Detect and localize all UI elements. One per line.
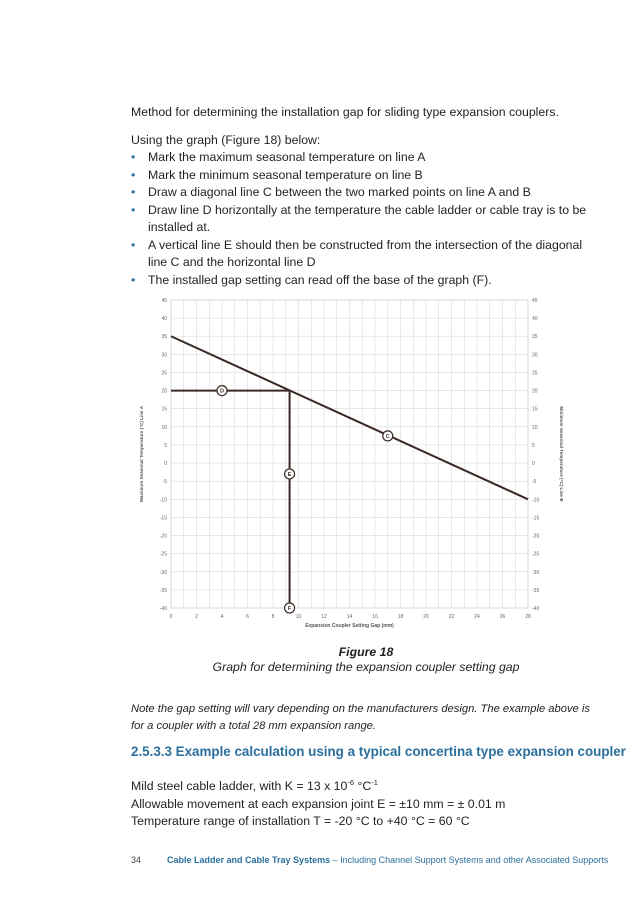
x-tick-label: 26 [499, 614, 506, 620]
graph-instructions-lead: Using the graph (Figure 18) below: [131, 133, 321, 147]
calc-line-k: Mild steel cable ladder, with K = 13 x $10^{-6}$ $^\circ C^{-1}$ [131, 778, 378, 794]
y-tick-label: 25 [161, 370, 167, 377]
y-tick-label: 30 [532, 352, 538, 359]
x-tick-label: 10 [295, 614, 302, 620]
marker-label: F [287, 606, 292, 612]
bullet-icon: • [131, 185, 136, 199]
calc-line-movement: Allowable movement at each expansion joint E = ±10 mm = ± 0.01 m [131, 796, 506, 811]
list-item: • Draw line D horizontally at the temperature the cable ladder or cable tray is to be installed at. [131, 202, 587, 234]
x-tick-label: 22 [448, 614, 455, 620]
y-tick-label: 35 [161, 334, 167, 341]
y-tick-label: 40 [161, 316, 167, 323]
y-tick-label: -25 [532, 551, 540, 558]
marker-label: E [287, 471, 292, 478]
list-item: • Mark the maximum seasonal temperature on line A [131, 149, 601, 167]
y-tick-label: -35 [159, 587, 167, 594]
list-item: • Draw a diagonal line C between the two marked points on line A and B [131, 184, 601, 202]
x-tick-label: 24 [474, 614, 480, 620]
marker-label: C [385, 433, 390, 440]
x-tick-label: 12 [321, 614, 327, 620]
figure-title: Figure 18 [338, 645, 394, 659]
y-tick-label: 0 [532, 461, 535, 468]
intro-text: Method for determining the installation gap for sliding type expansion couplers. [131, 105, 559, 119]
y-tick-label: 35 [532, 334, 538, 341]
y-tick-label: 25 [532, 370, 538, 377]
y-tick-label: -15 [532, 515, 540, 522]
expansion-gap-graph [131, 290, 601, 635]
y-tick-label: -5 [532, 479, 537, 486]
footer-subtitle: – Including Channel Support Systems and other Associated Supports [330, 855, 609, 865]
bullet-icon: • [131, 202, 136, 217]
y-tick-label: -40 [159, 606, 167, 612]
figure-note: Note the gap setting will vary depending on the manufacturers design. The example above is for a coupler with a total 28 mm expansion range. [131, 703, 590, 732]
y-tick-label: 0 [164, 461, 167, 468]
x-tick-label: 16 [372, 614, 378, 620]
y-tick-label: 40 [532, 316, 538, 323]
y-tick-label: -35 [532, 587, 540, 594]
y-tick-label: 30 [161, 352, 167, 359]
y-tick-label: 15 [161, 406, 167, 413]
page-number: 34 [131, 855, 142, 865]
page-footer [131, 855, 608, 865]
y-tick-label: -20 [159, 533, 167, 540]
y-tick-label: 5 [532, 442, 535, 449]
x-axis-label: Expansion Coupler Setting Gap (mm) [305, 623, 394, 629]
footer-title: Cable Ladder and Cable Tray Systems [167, 855, 331, 865]
y-tick-label: -20 [532, 533, 540, 540]
y-tick-label: -25 [159, 551, 167, 558]
calc-line-temperature: Temperature range of installation T = -20 °C to +40 °C = 60 °C [131, 814, 470, 829]
x-tick-label: 6 [246, 614, 249, 620]
y-tick-label: 20 [161, 388, 167, 395]
y-tick-label: -10 [532, 497, 540, 504]
y-tick-label: -30 [159, 569, 167, 576]
marker-label: D [220, 388, 224, 395]
y-tick-label: -5 [162, 479, 167, 486]
y-tick-label: 20 [532, 388, 538, 395]
y-tick-label: -30 [532, 569, 540, 576]
y-tick-label: -15 [159, 515, 167, 522]
x-tick-label: 14 [346, 614, 353, 620]
section-heading: 2.5.3.3 Example calculation using a typical concertina type expansion coupler [131, 744, 626, 759]
x-tick-label: 18 [397, 614, 404, 620]
y-tick-label: 45 [532, 298, 538, 304]
list-item: • Mark the minimum seasonal temperature on line B [131, 167, 601, 185]
y-tick-label: 5 [164, 442, 167, 449]
x-tick-label: 2 [195, 614, 198, 620]
list-item: • The installed gap setting can read off the base of the graph (F). [131, 272, 601, 290]
bullet-icon: • [131, 237, 136, 252]
y-tick-label: 45 [161, 298, 167, 304]
bullet-icon: • [131, 272, 136, 287]
x-tick-label: 20 [423, 614, 429, 620]
y-tick-label: 10 [532, 424, 538, 431]
x-tick-label: 4 [220, 614, 224, 620]
bullet-icon: • [131, 150, 136, 164]
y-axis-label-left: Maximum Seasonal Temperature (°C) Line A [139, 405, 144, 503]
y-tick-label: 15 [532, 406, 538, 413]
x-tick-label: 8 [271, 614, 275, 620]
y-tick-label: -10 [159, 497, 167, 504]
example-calculation [131, 774, 505, 831]
y-tick-label: -40 [532, 606, 540, 612]
bullet-icon: • [131, 167, 136, 182]
x-tick-label: 0 [169, 614, 173, 620]
y-axis-label-right: Minimum Seasonal Temperature (°C) Line B [559, 406, 564, 502]
list-item: • A vertical line E should then be constructed from the intersection of the diagonal line C and the horizontal line D [131, 237, 583, 269]
y-tick-label: 10 [161, 424, 167, 431]
x-tick-label: 28 [525, 614, 531, 620]
instruction-list [131, 149, 601, 289]
figure-caption: Graph for determining the expansion coupler setting gap [212, 660, 520, 674]
